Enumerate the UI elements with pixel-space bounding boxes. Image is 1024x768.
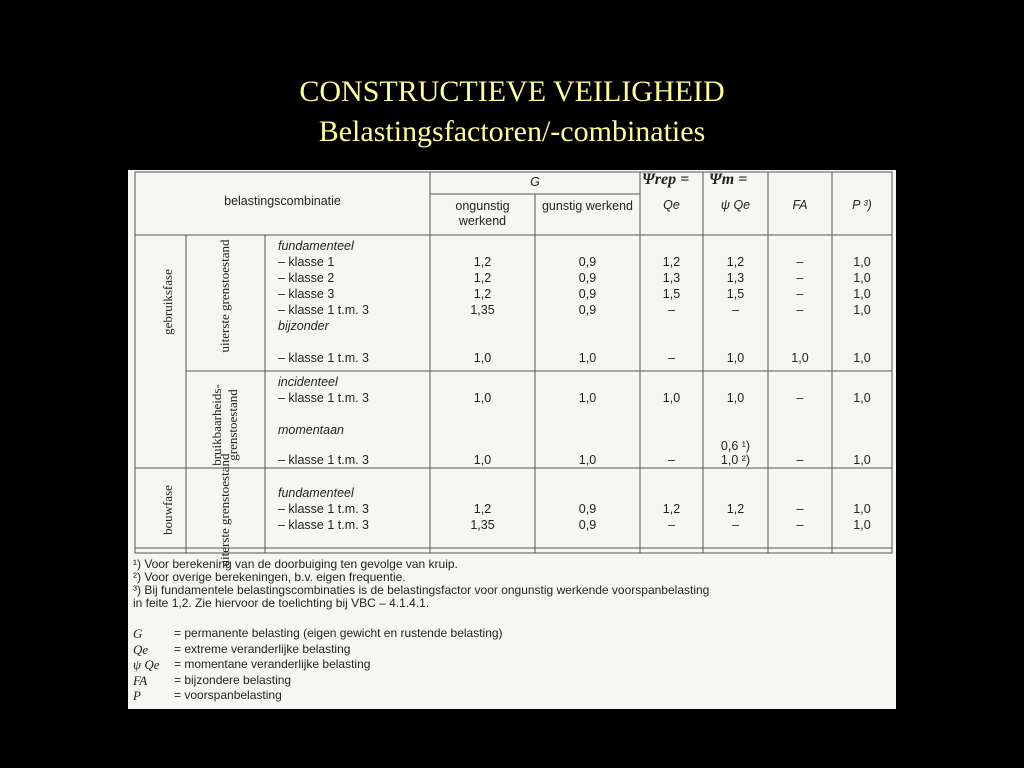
legend-definition: = bijzondere belasting <box>174 672 292 687</box>
factor-cell-qe: 1,2 <box>662 502 681 516</box>
combination-type-label: momentaan <box>278 423 345 437</box>
slide-title: CONSTRUCTIEVE VEILIGHEID <box>299 75 725 108</box>
combination-type-label: fundamenteel <box>278 486 354 500</box>
factor-cell-g2: 0,9 <box>578 287 597 301</box>
factor-cell-qe: 1,2 <box>662 255 681 269</box>
factor-cell-g2: 0,9 <box>578 255 597 269</box>
factor-cell-fa: – <box>796 255 804 269</box>
factor-cell-fa: – <box>796 518 804 532</box>
load-class-label: – klasse 2 <box>278 271 335 285</box>
factor-cell-psi: – <box>732 303 739 317</box>
factor-cell-p: 1,0 <box>853 453 871 467</box>
load-class-label: – klasse 1 t.m. 3 <box>278 351 370 365</box>
header-psi-Qe: ψ Qe <box>720 198 751 212</box>
legend-symbol: FA <box>133 672 148 688</box>
load-class-label: – klasse 1 t.m. 3 <box>278 518 370 532</box>
factor-cell-qe: – <box>668 518 675 532</box>
factor-cell-psi: 1,0 <box>726 351 745 365</box>
load-class-label: – klasse 1 <box>278 255 335 269</box>
factor-cell-psi: 1,2 <box>726 502 745 516</box>
legend-definition: = extreme veranderlijke belasting <box>174 641 351 656</box>
footnote-3-cont: in feite 1,2. Zie hiervoor de toelichting bij VBC – 4.1.4.1. <box>133 596 430 610</box>
factor-cell-fa: – <box>796 391 804 405</box>
factor-cell-g1: 1,2 <box>473 255 492 269</box>
factor-cell-psi: 1,0 ²) <box>720 453 751 467</box>
factor-cell-psi: 1,5 <box>726 287 745 301</box>
factor-cell-fa: – <box>796 287 804 301</box>
phase-use-label: gebruiksfase <box>160 269 175 335</box>
footnote-1: ¹) Voor berekening van de doorbuiging ten gevolge van kruip. <box>133 557 458 571</box>
legend-definition: = momentane veranderlijke belasting <box>174 657 371 671</box>
factor-cell-psi: 1,3 <box>726 271 745 285</box>
legend-definition: = voorspanbelasting <box>174 688 282 702</box>
factor-cell-qe: – <box>668 453 675 467</box>
factor-cell-g1: 1,0 <box>473 351 492 365</box>
factor-cell-g1: 1,2 <box>473 502 492 516</box>
factor-cell-g1: 1,2 <box>473 271 492 285</box>
factor-cell-qe: 1,5 <box>662 287 681 301</box>
factor-cell-g2: 1,0 <box>578 351 597 365</box>
header-FA: FA <box>792 198 808 212</box>
header-G-favourable: gunstig werkend <box>541 199 634 213</box>
factor-cell-g1: 1,35 <box>470 303 495 317</box>
handwritten-psi-rep: Ψrep = <box>642 171 690 188</box>
state-ultimate-label-1: uiterste grenstoestand <box>217 239 232 353</box>
factor-cell-g1: 1,0 <box>473 453 492 467</box>
combination-type-label: bijzonder <box>278 319 329 333</box>
factor-cell-psi: 1,0 <box>726 391 745 405</box>
legend-symbol: P <box>133 688 141 703</box>
factor-cell-psi: 0,6 ¹) <box>720 439 751 453</box>
factor-cell-g2: 0,9 <box>578 518 597 532</box>
state-serviceability-label: bruikbaarheids- grenstoestand <box>209 384 240 466</box>
header-G-unfavourable: ongunstig werkend <box>455 199 510 228</box>
factor-cell-fa: 1,0 <box>791 351 809 365</box>
header-G: G <box>530 175 540 189</box>
legend-definition: = permanente belasting (eigen gewicht en rustende belasting) <box>174 626 503 640</box>
factor-cell-g2: 1,0 <box>578 391 597 405</box>
factor-cell-p: 1,0 <box>853 351 871 365</box>
load-class-label: – klasse 1 t.m. 3 <box>278 453 370 467</box>
factor-cell-qe: 1,3 <box>662 271 681 285</box>
header-Qe: Qe <box>663 198 680 212</box>
combination-type-label: fundamenteel <box>278 239 354 253</box>
factor-cell-fa: – <box>796 303 804 317</box>
factor-cell-p: 1,0 <box>853 303 871 317</box>
phase-build-label: bouwfase <box>160 485 175 535</box>
factor-cell-psi: – <box>732 518 739 532</box>
load-class-label: – klasse 1 t.m. 3 <box>278 303 370 317</box>
header-combination: belastingscombinatie <box>224 194 341 208</box>
factor-cell-g2: 1,0 <box>578 453 597 467</box>
scanned-table-document <box>128 170 896 709</box>
load-class-label: – klasse 3 <box>278 287 335 301</box>
factor-cell-qe: – <box>668 351 675 365</box>
factor-cell-p: 1,0 <box>853 287 871 301</box>
legend-symbol: Qe <box>133 641 149 657</box>
handwritten-psi-m: Ψm = <box>709 171 748 188</box>
factor-cell-p: 1,0 <box>853 502 871 516</box>
factor-cell-p: 1,0 <box>853 271 871 285</box>
factor-cell-fa: – <box>796 271 804 285</box>
legend-symbol: ψ Qe <box>133 657 160 672</box>
factor-cell-qe: 1,0 <box>662 391 681 405</box>
factor-cell-g2: 0,9 <box>578 271 597 285</box>
factor-cell-g2: 0,9 <box>578 502 597 516</box>
footnote-2: ²) Voor overige berekeningen, b.v. eigen frequentie. <box>133 570 406 584</box>
factor-cell-qe: – <box>668 303 675 317</box>
load-class-label: – klasse 1 t.m. 3 <box>278 391 370 405</box>
footnote-3: ³) Bij fundamentele belastingscombinaties is de belastingsfactor voor ongunstig werkende voorspanbelasting <box>133 583 710 597</box>
state-ultimate-label-2: uiterste grenstoestand <box>217 453 232 567</box>
slide-subtitle: Belastingsfactoren/-combinaties <box>318 115 706 148</box>
factor-cell-p: 1,0 <box>853 255 871 269</box>
factor-cell-p: 1,0 <box>853 518 871 532</box>
legend-symbol: G <box>133 626 143 641</box>
factor-cell-g1: 1,2 <box>473 287 492 301</box>
factor-cell-fa: – <box>796 453 804 467</box>
header-P: P ³) <box>852 198 872 212</box>
load-class-label: – klasse 1 t.m. 3 <box>278 502 370 516</box>
factor-cell-g2: 0,9 <box>578 303 597 317</box>
factor-cell-p: 1,0 <box>853 391 871 405</box>
factor-cell-fa: – <box>796 502 804 516</box>
combination-type-label: incidenteel <box>278 375 338 389</box>
factor-cell-psi: 1,2 <box>726 255 745 269</box>
factor-cell-g1: 1,35 <box>470 518 495 532</box>
factor-cell-g1: 1,0 <box>473 391 492 405</box>
